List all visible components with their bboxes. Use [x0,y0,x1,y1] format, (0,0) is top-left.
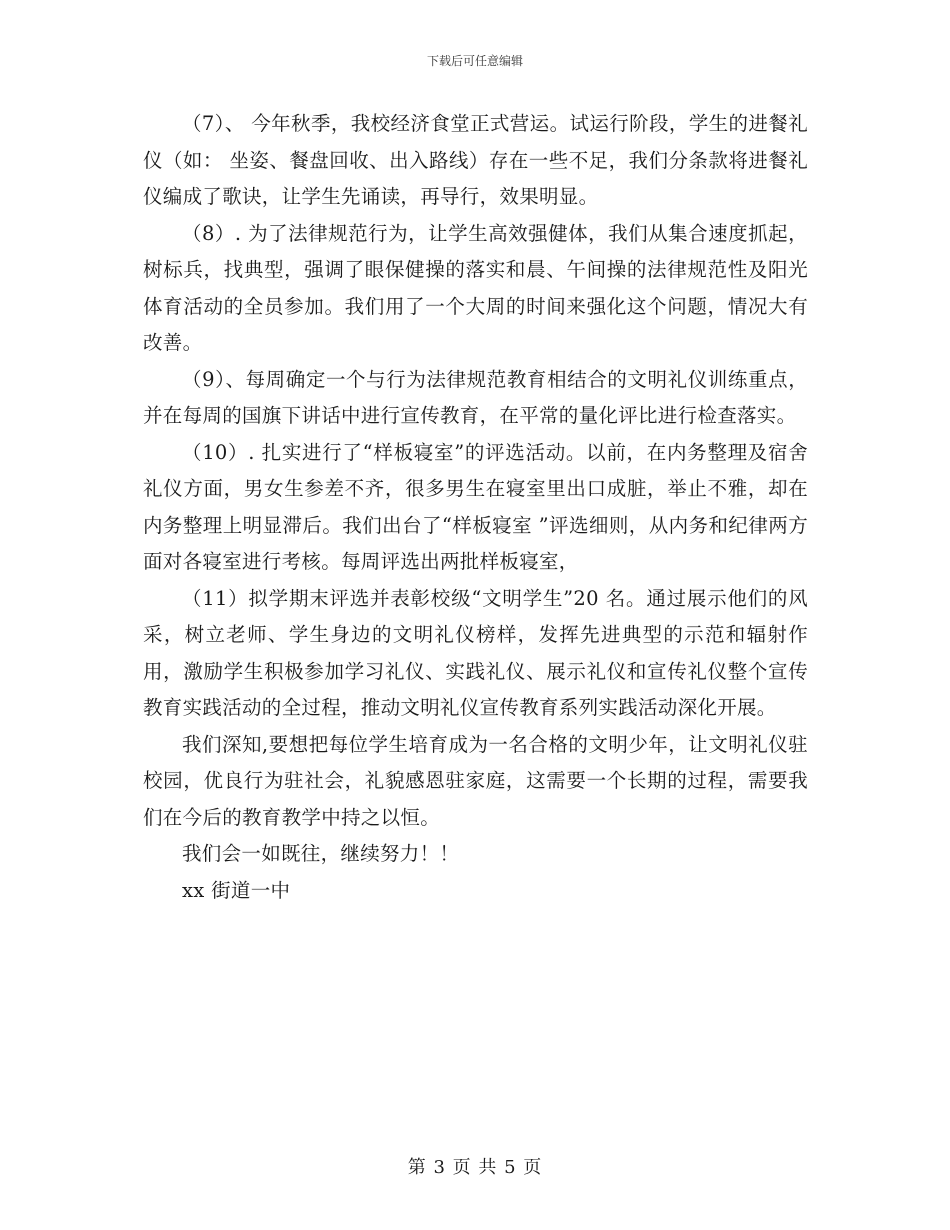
document-body [143,106,808,909]
signature-school: xx 街道一中 [182,878,291,902]
paragraph-item-11: （11）拟学期末评选并表彰校级“文明学生”20 名。通过展示他们的风采，树立老师、学生身边的文明礼仪榜样，发挥先进典型的示范和辐射作用，激励学生积极参加学习礼仪、实践礼仪、展示礼仪和宣传礼仪整个宣传教育实践活动的全过程，推动文明礼仪宣传教育系列实践活动深化开展。 [143,586,808,719]
paragraph-item-9: （9）、每周确定一个与行为法律规范教育相结合的文明礼仪训练重点，并在每周的国旗下讲话中进行宣传教育，在平常的量化评比进行检查落实。 [143,367,808,427]
page-header-note: 下载后可任意编辑 [426,54,523,68]
paragraph-closing: 我们会一如既往，继续努力！！ [182,842,460,865]
paragraph-item-10: （10）. 扎实进行了“样板寝室”的评选活动。以前，在内务整理及宿舍礼仪方面，男女生参差不齐，很多男生在寝室里出口成脏，举止不雅，却在内务整理上明显滞后。我们出台了“样板寝室 ”评选细则，从内务和纪律两方面对各寝室进行考核。每周评选出两批样板寝室， [143,440,808,573]
paragraph-conclusion: 我们深知,要想把每位学生培育成为一名合格的文明少年，让文明礼仪驻校园，优良行为驻社会，礼貌感恩驻家庭，这需要一个长期的过程，需要我们在今后的教育教学中持之以恒。 [143,732,808,829]
page-number: 第 3 页 共 5 页 [407,1157,543,1178]
paragraph-item-8: （8）. 为了法律规范行为，让学生高效强健体，我们从集合速度抓起，树标兵，找典型，强调了眼保健操的落实和晨、午间操的法律规范性及阳光体育活动的全员参加。我们用了一个大周的时间来强化这个问题，情况大有改善。 [143,221,808,354]
paragraph-item-7: （7）、 今年秋季，我校经济食堂正式营运。试运行阶段，学生的进餐礼仪（如： 坐姿、餐盘回收、出入路线）存在一些不足，我们分条款将进餐礼仪编成了歌诀，让学生先诵读，再导行，效果明显。 [143,112,808,208]
